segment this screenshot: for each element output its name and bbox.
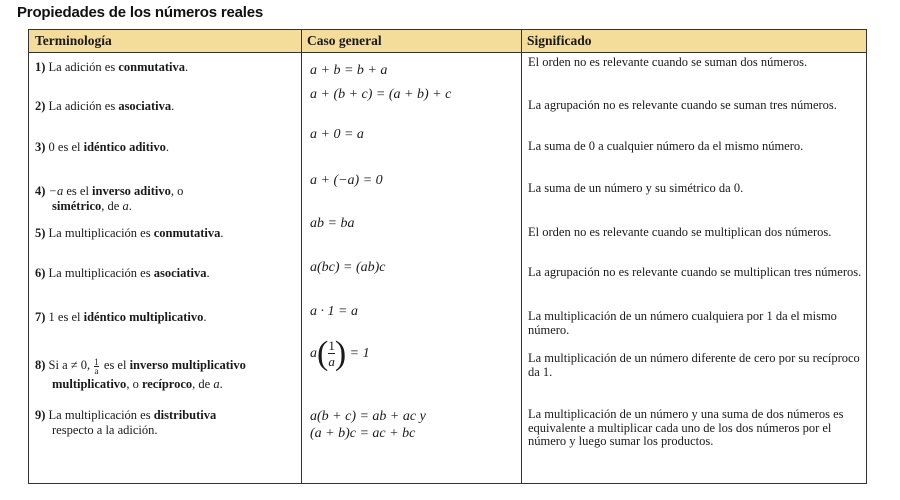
meaning-row-5: El orden no es relevante cuando se multiplican dos números. — [528, 225, 832, 239]
formula-row-3: a + 0 = a — [310, 127, 364, 142]
formula-row-6: a(bc) = (ab)c — [310, 260, 386, 275]
term-row-5: 5) La multiplicación es conmutativa. — [35, 226, 224, 240]
header-terminologia: Terminología — [35, 33, 112, 48]
term-row-1: 1) La adición es conmutativa. — [35, 60, 189, 74]
formula-row-1: a + b = b + a — [310, 63, 388, 78]
formula-row-9b: (a + b)c = ac + bc — [310, 426, 416, 441]
page-title: Propiedades de los números reales — [17, 4, 263, 21]
fraction-one-over-a: $\frac{1}{a}$ — [94, 356, 99, 376]
formula-row-5: ab = ba — [310, 216, 355, 231]
term-row-3: 3) 0 es el idéntico aditivo. — [35, 140, 170, 154]
header-caso-general: Caso general — [307, 33, 382, 48]
term-row-9: 9) La multiplicación es distributiva respecto a la adición. — [35, 408, 217, 437]
properties-table — [28, 29, 867, 484]
term-row-2: 2) La adición es asociativa. — [35, 99, 175, 113]
meaning-row-4: La suma de un número y su simétrico da 0. — [528, 181, 744, 195]
term-row-4: 4) −a es el inverso aditivo, o simétrico, de a. — [35, 184, 184, 213]
meaning-row-8: La multiplicación de un número diferente de cero por su recíproco da 1. — [528, 351, 860, 379]
term-row-8: 8) Si a ≠ 0, $\frac{1}{a}$ es el inverso multiplicativo multiplicativo, o recíproco, de a. — [35, 356, 246, 391]
term-row-6: 6) La multiplicación es asociativa. — [35, 266, 210, 280]
meaning-row-3: La suma de 0 a cualquier número da el mismo número. — [528, 139, 804, 153]
column-divider — [521, 30, 522, 483]
meaning-row-7: La multiplicación de un número cualquiera por 1 da el mismo número. — [528, 309, 837, 337]
meaning-row-1: El orden no es relevante cuando se suman dos números. — [528, 55, 808, 69]
term-row-7: 7) 1 es el idéntico multiplicativo. — [35, 310, 207, 324]
formula-row-2: a + (b + c) = (a + b) + c — [310, 87, 452, 102]
header-significado: Significado — [527, 33, 592, 48]
formula-row-9a: a(b + c) = ab + ac y — [310, 409, 426, 424]
formula-row-8: a( $\frac{1}{a}$ ) = 1 — [310, 334, 370, 372]
column-divider — [301, 30, 302, 483]
meaning-row-6: La agrupación no es relevante cuando se multiplican tres números. — [528, 265, 862, 279]
table-header — [29, 30, 866, 53]
meaning-row-2: La agrupación no es relevante cuando se suman tres números. — [528, 98, 837, 112]
meaning-row-9: La multiplicación de un número y una suma de dos números es equivalente a multiplicar cada uno de los dos números por el número y luego sumar los productos. — [528, 407, 844, 448]
formula-row-4: a + (−a) = 0 — [310, 173, 383, 188]
formula-row-7: a · 1 = a — [310, 304, 358, 319]
